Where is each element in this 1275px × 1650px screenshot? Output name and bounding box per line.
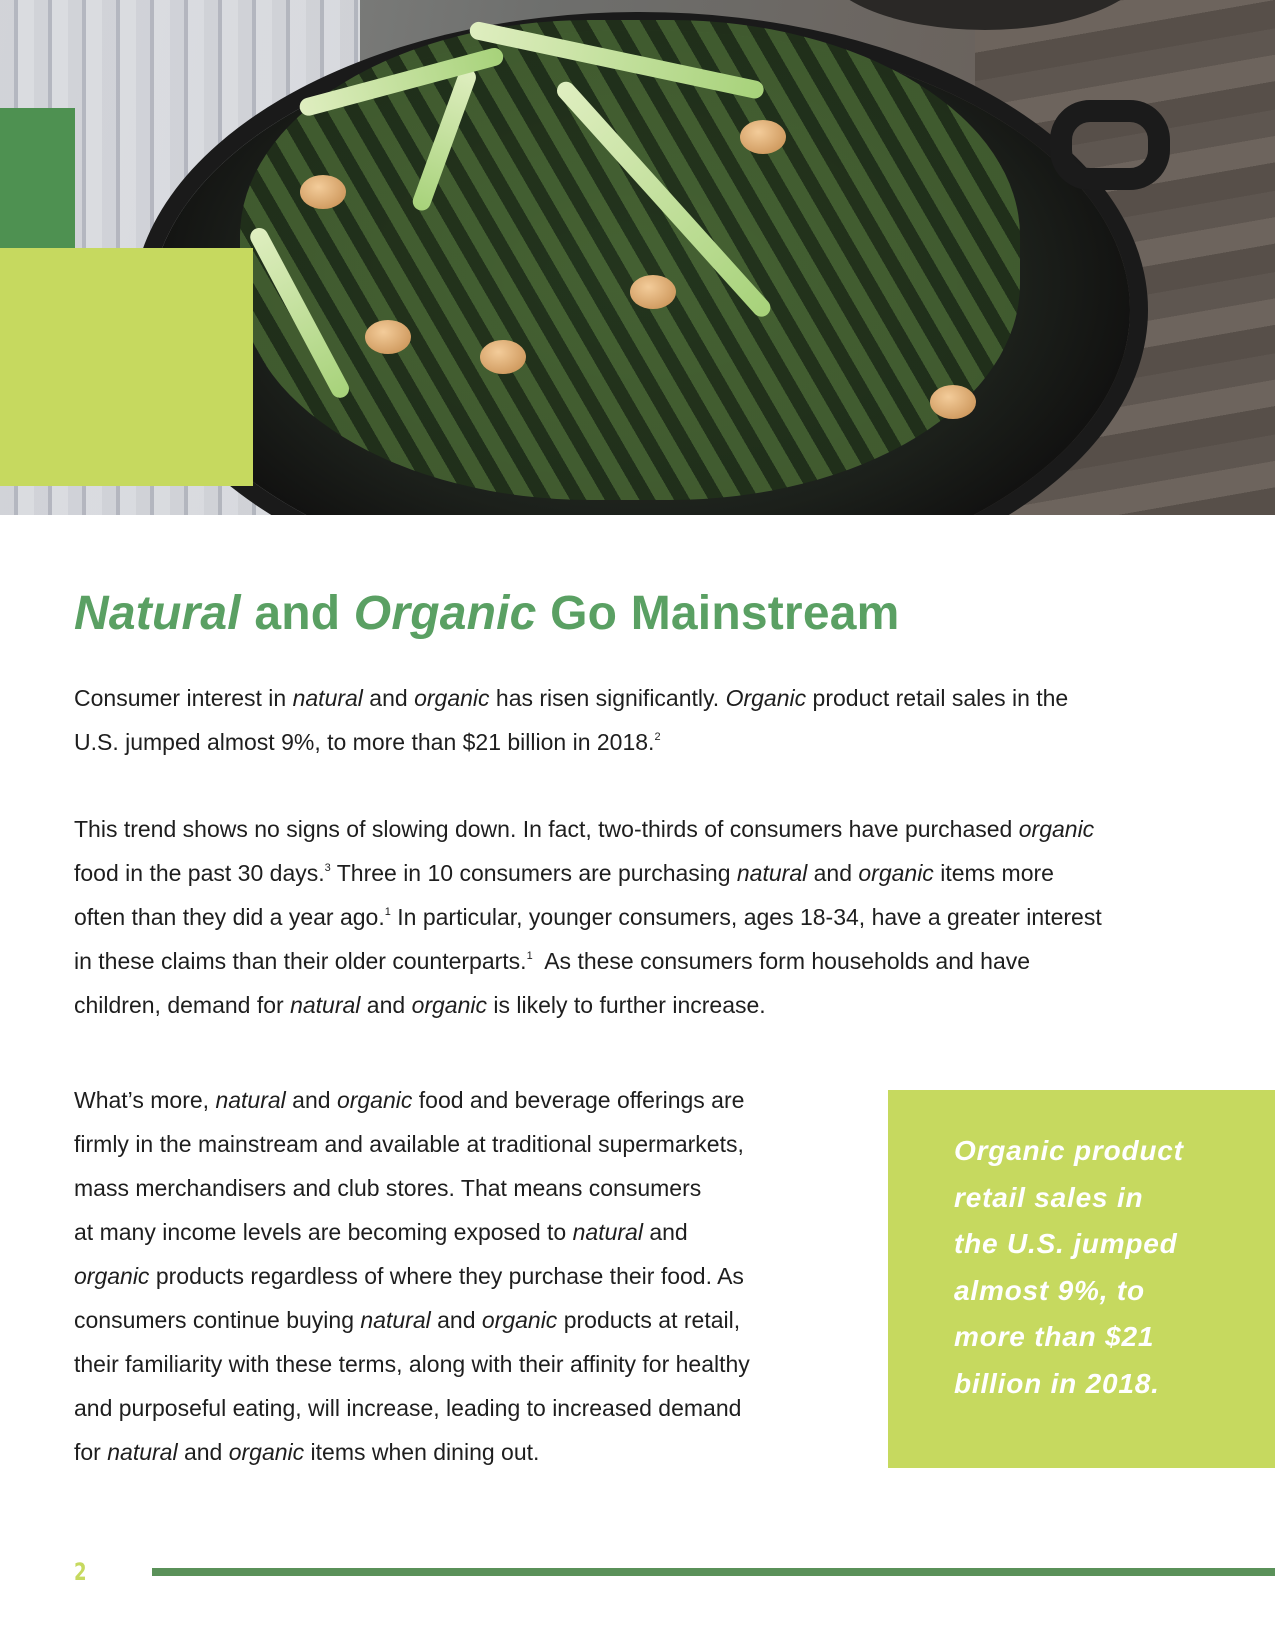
page-number: 2 xyxy=(74,1558,87,1586)
footnote-ref: 3 xyxy=(324,862,331,874)
text-line: Consumer interest in natural and organic has risen significantly. Organic product retail sales in the xyxy=(74,685,1069,711)
title-go-mainstream: Go Mainstream xyxy=(536,587,900,640)
pull-quote-line: more than $21 xyxy=(954,1321,1155,1352)
text-line: U.S. jumped almost 9%, to more than $21 billion in 2018.$^2$ xyxy=(74,729,661,755)
almond-piece xyxy=(630,275,676,309)
footnote-ref: 1 xyxy=(384,906,391,918)
text-line: firmly in the mainstream and available at traditional supermarkets, xyxy=(74,1131,744,1157)
text-line: their familiarity with these terms, along with their affinity for healthy xyxy=(74,1351,750,1377)
almond-piece xyxy=(300,175,346,209)
almond-piece xyxy=(365,320,411,354)
almond-piece xyxy=(480,340,526,374)
pull-quote-text xyxy=(954,1128,1254,1407)
footer-rule xyxy=(152,1568,1275,1576)
almond-piece xyxy=(740,120,786,154)
pull-quote-line: the U.S. jumped xyxy=(954,1228,1178,1259)
text-line: in these claims than their older counterparts.$^1$ As these consumers form households and have xyxy=(74,948,1031,974)
paragraph-3 xyxy=(74,1078,814,1474)
pull-quote-box xyxy=(888,1090,1275,1468)
paragraph-1 xyxy=(74,676,1204,764)
pull-quote-line: almost 9%, to xyxy=(954,1274,1145,1306)
footnote-ref: 1 xyxy=(526,950,533,962)
text-line: children, demand for natural and organic is likely to further increase. xyxy=(74,992,766,1018)
title-natural: Natural xyxy=(74,587,241,640)
pull-quote-line: retail sales in xyxy=(954,1181,1144,1213)
text-line: This trend shows no signs of slowing down. In fact, two-thirds of consumers have purchased organic xyxy=(74,816,1095,842)
almond-piece xyxy=(930,385,976,419)
text-line: organic products regardless of where they purchase their food. As xyxy=(74,1263,744,1289)
paragraph-2 xyxy=(74,807,1204,1027)
text-line: What’s more, natural and organic food and beverage offerings are xyxy=(74,1087,745,1113)
text-line: for natural and organic items when dining out. xyxy=(74,1439,540,1465)
pan-handle xyxy=(1050,100,1170,190)
page-title xyxy=(74,586,900,641)
pull-quote-line: billion in 2018. xyxy=(954,1367,1160,1399)
text-line: mass merchandisers and club stores. That means consumers xyxy=(74,1175,702,1201)
text-line: at many income levels are becoming exposed to natural and xyxy=(74,1219,688,1245)
title-and: and xyxy=(240,587,354,640)
pull-quote-line: Organic product xyxy=(954,1135,1184,1166)
title-organic: Organic xyxy=(353,587,537,640)
footnote-ref: 2 xyxy=(654,731,661,743)
text-line: often than they did a year ago.$^1$ In particular, younger consumers, ages 18-34, have a greater interest xyxy=(74,904,1102,930)
text-line: and purposeful eating, will increase, leading to increased demand xyxy=(74,1395,742,1421)
text-line: food in the past 30 days.$^3$ Three in 10 consumers are purchasing natural and organic items more xyxy=(74,860,1054,886)
text-line: consumers continue buying natural and organic products at retail, xyxy=(74,1307,741,1333)
accent-square-lime xyxy=(0,248,253,486)
